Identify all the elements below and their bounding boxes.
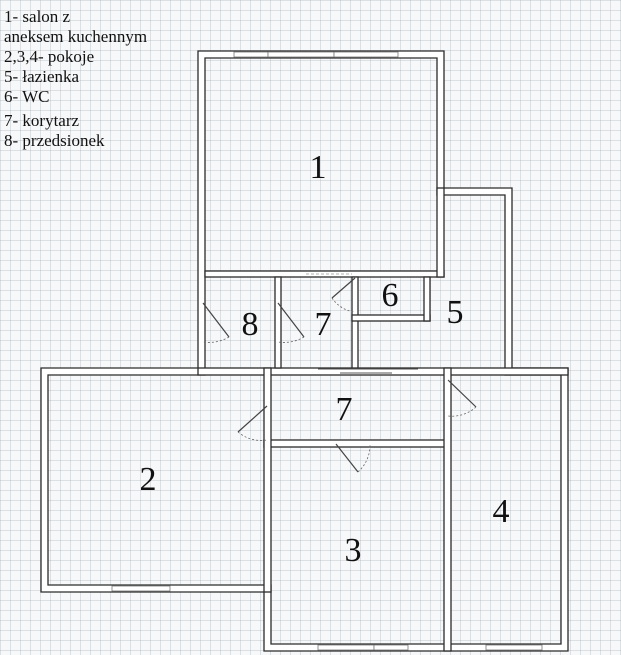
room-label-bathroom: 5	[446, 293, 464, 331]
door-swing	[203, 337, 229, 342]
legend-line: 6- WC	[4, 87, 50, 106]
room-labels	[140, 149, 510, 569]
legend-line: 2,3,4- pokoje	[4, 47, 95, 66]
opening	[265, 406, 270, 440]
door-swing	[358, 444, 370, 472]
door-corridor	[278, 303, 304, 337]
room-label-corridor-lower: 7	[335, 390, 353, 428]
room-label-room-2: 2	[139, 460, 157, 498]
wall-wc-bottom	[352, 315, 430, 321]
opening	[353, 278, 357, 312]
opening	[445, 380, 450, 416]
window	[374, 645, 408, 650]
windows	[112, 52, 542, 650]
room-label-vestibule: 8	[241, 305, 259, 343]
door-swing	[238, 432, 267, 440]
window	[234, 52, 268, 57]
opening	[276, 282, 280, 342]
outer-walls	[41, 51, 568, 651]
door-vestibule	[203, 303, 229, 337]
legend-line: 5- łazienka	[4, 67, 80, 86]
door-swing	[278, 337, 304, 342]
wall-wc-right	[424, 277, 430, 321]
room-label-wc: 6	[381, 276, 399, 314]
outer-wall	[41, 51, 568, 651]
legend-line: aneksem kuchennym	[4, 27, 148, 46]
door-room-4	[448, 380, 476, 407]
door-room-2	[238, 406, 267, 432]
legend-line: 8- przedsionek	[4, 131, 105, 150]
wall-room2-right	[264, 368, 271, 592]
legend-line: 7- korytarz	[4, 111, 80, 130]
window	[334, 52, 398, 57]
openings	[200, 272, 450, 446]
window	[486, 645, 542, 650]
room-label-salon: 1	[309, 148, 327, 186]
room-label-room-3: 3	[344, 531, 362, 569]
window	[318, 645, 374, 650]
opening	[330, 441, 370, 446]
window	[268, 52, 334, 57]
room-label-corridor-upper: 7	[314, 305, 332, 343]
opening	[200, 282, 204, 342]
door-room-3	[336, 444, 358, 472]
window	[112, 586, 170, 591]
wall-salon-right	[437, 188, 444, 277]
legend-line: 1- salon z	[4, 7, 71, 26]
room-label-room-4: 4	[492, 492, 510, 530]
door-swing	[448, 407, 476, 416]
